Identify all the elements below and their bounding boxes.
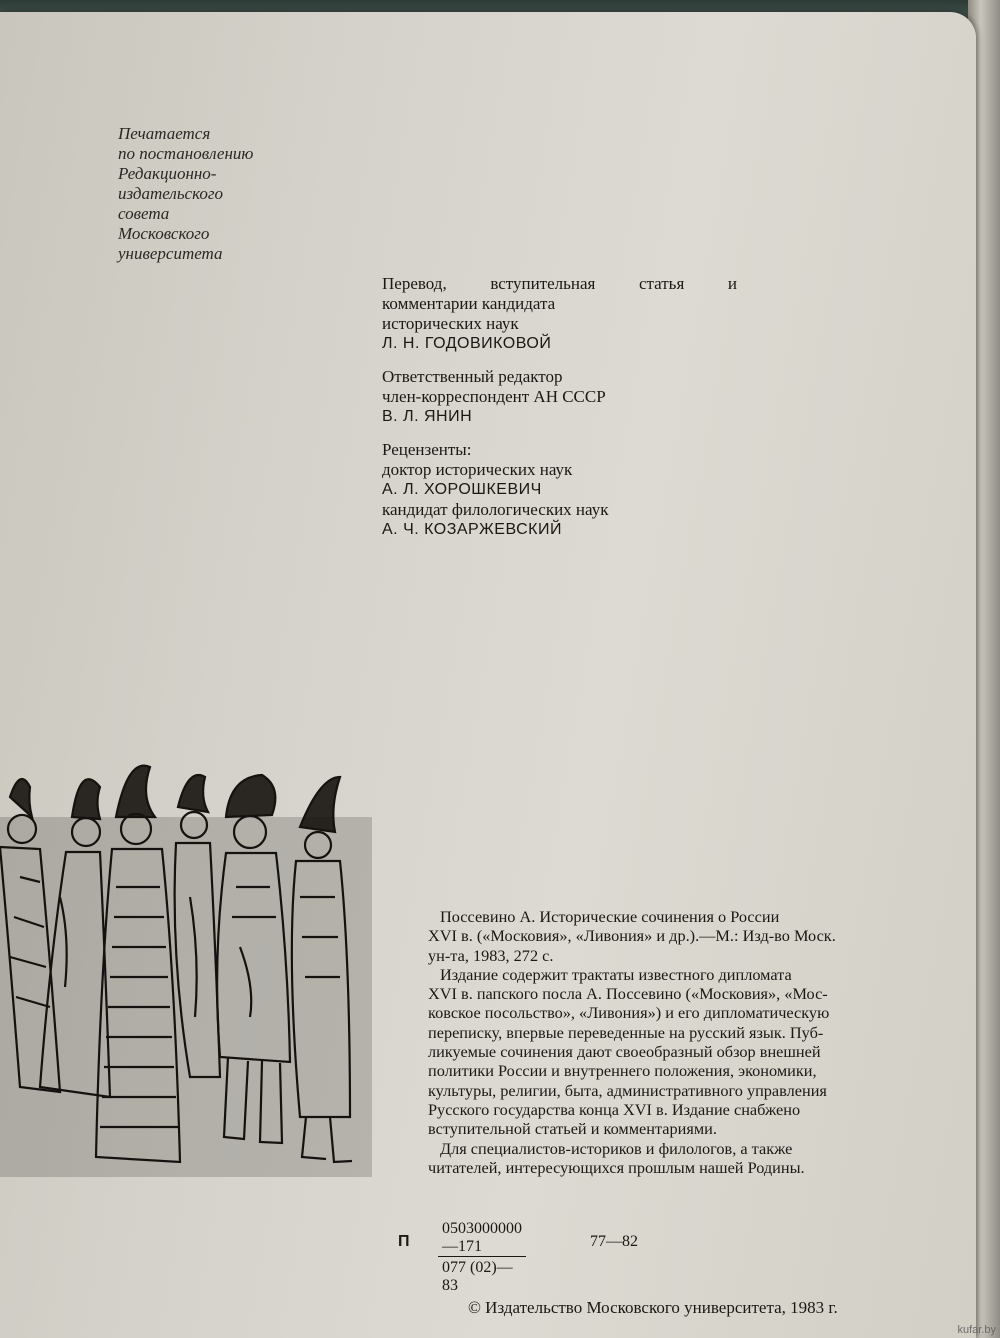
catalog-denominator: 077 (02)—83 — [438, 1256, 526, 1295]
annotation-line: Поссевино А. Исторические сочинения о России — [440, 907, 780, 926]
imprint-line: по постановлению — [118, 144, 254, 163]
annotation-line: переписку, впервые переведенные на русский язык. Пуб- — [428, 1022, 824, 1042]
reviewer-2-name: А. Ч. КОЗАРЖЕВСКИЙ — [382, 521, 562, 538]
imprint-note — [118, 124, 253, 264]
bibliographic-annotation — [428, 907, 940, 1177]
annotation-line: XVI в. («Московия», «Ливония» и др.).—М.: Изд-во Моск. — [428, 926, 836, 946]
reviewer-1-name: А. Л. ХОРОШКЕВИЧ — [382, 481, 542, 498]
catalog-letter: П — [398, 1233, 410, 1250]
annotation-line: вступительной статьей и комментариями. — [428, 1119, 717, 1139]
annotation-line: XVI в. папского посла А. Поссевино («Московия», «Мос- — [428, 984, 828, 1004]
reviewer-1-title: доктор исторических наук — [382, 460, 573, 479]
annotation-line: ликуемые сочинения дают своеобразный обзор внешней — [428, 1042, 821, 1062]
annotation-line: Издание содержит трактаты известного дипломата — [440, 964, 792, 984]
imprint-line: Редакционно- — [118, 164, 217, 183]
annotation-line: Для специалистов-историков и филологов, а также — [440, 1138, 793, 1158]
word: Перевод, — [382, 274, 447, 293]
translator-line-1 — [382, 274, 737, 294]
reviewer-2-title: кандидат филологических наук — [382, 500, 609, 519]
word: вступительная — [490, 274, 596, 293]
editor-line-1: Ответственный редактор — [382, 367, 563, 386]
annotation-line: читателей, интересующихся прошлым нашей Родины. — [428, 1157, 805, 1177]
editor-credit — [382, 367, 737, 427]
word: статья — [638, 274, 685, 293]
imprint-line: совета — [118, 204, 170, 223]
translator-credit — [382, 274, 737, 354]
annotation-line: культуры, религии, быта, административного управления — [428, 1080, 827, 1100]
copyright-notice: © Издательство Московского университета, 1983 г. — [468, 1298, 838, 1317]
catalog-tail: 77—82 — [590, 1233, 638, 1250]
annotation-line: политики России и внутреннего положения, экономики, — [428, 1061, 817, 1081]
word: и — [727, 274, 737, 293]
credits-block — [382, 274, 737, 553]
editor-name: В. Л. ЯНИН — [382, 408, 473, 425]
book-page — [0, 12, 976, 1338]
annotation-line: Русского государства конца XVI в. Издание снабжено — [428, 1099, 801, 1119]
catalog-numerator: 0503000000—171 — [442, 1220, 522, 1255]
imprint-line: Московского — [118, 224, 210, 243]
translator-name: Л. Н. ГОДОВИКОВОЙ — [382, 335, 552, 352]
imprint-line: издательского — [118, 184, 224, 203]
imprint-line: университета — [118, 244, 223, 263]
annotation-line: ковское посольство», «Ливония») и его дипломатическую — [428, 1003, 830, 1023]
watermark: kufar.by — [957, 1324, 996, 1336]
translator-line-3: исторических наук — [382, 314, 519, 333]
catalog-fraction — [438, 1220, 526, 1295]
imprint-line: Печатается — [118, 124, 211, 143]
editor-line-2: член-корреспондент АН СССР — [382, 387, 606, 406]
reviewers-credit — [382, 440, 737, 540]
translator-line-2: комментарии кандидата — [382, 294, 556, 313]
engraving-illustration-icon — [0, 757, 372, 1177]
reviewers-heading: Рецензенты: — [382, 440, 472, 459]
annotation-line: ун-та, 1983, 272 с. — [428, 945, 554, 965]
